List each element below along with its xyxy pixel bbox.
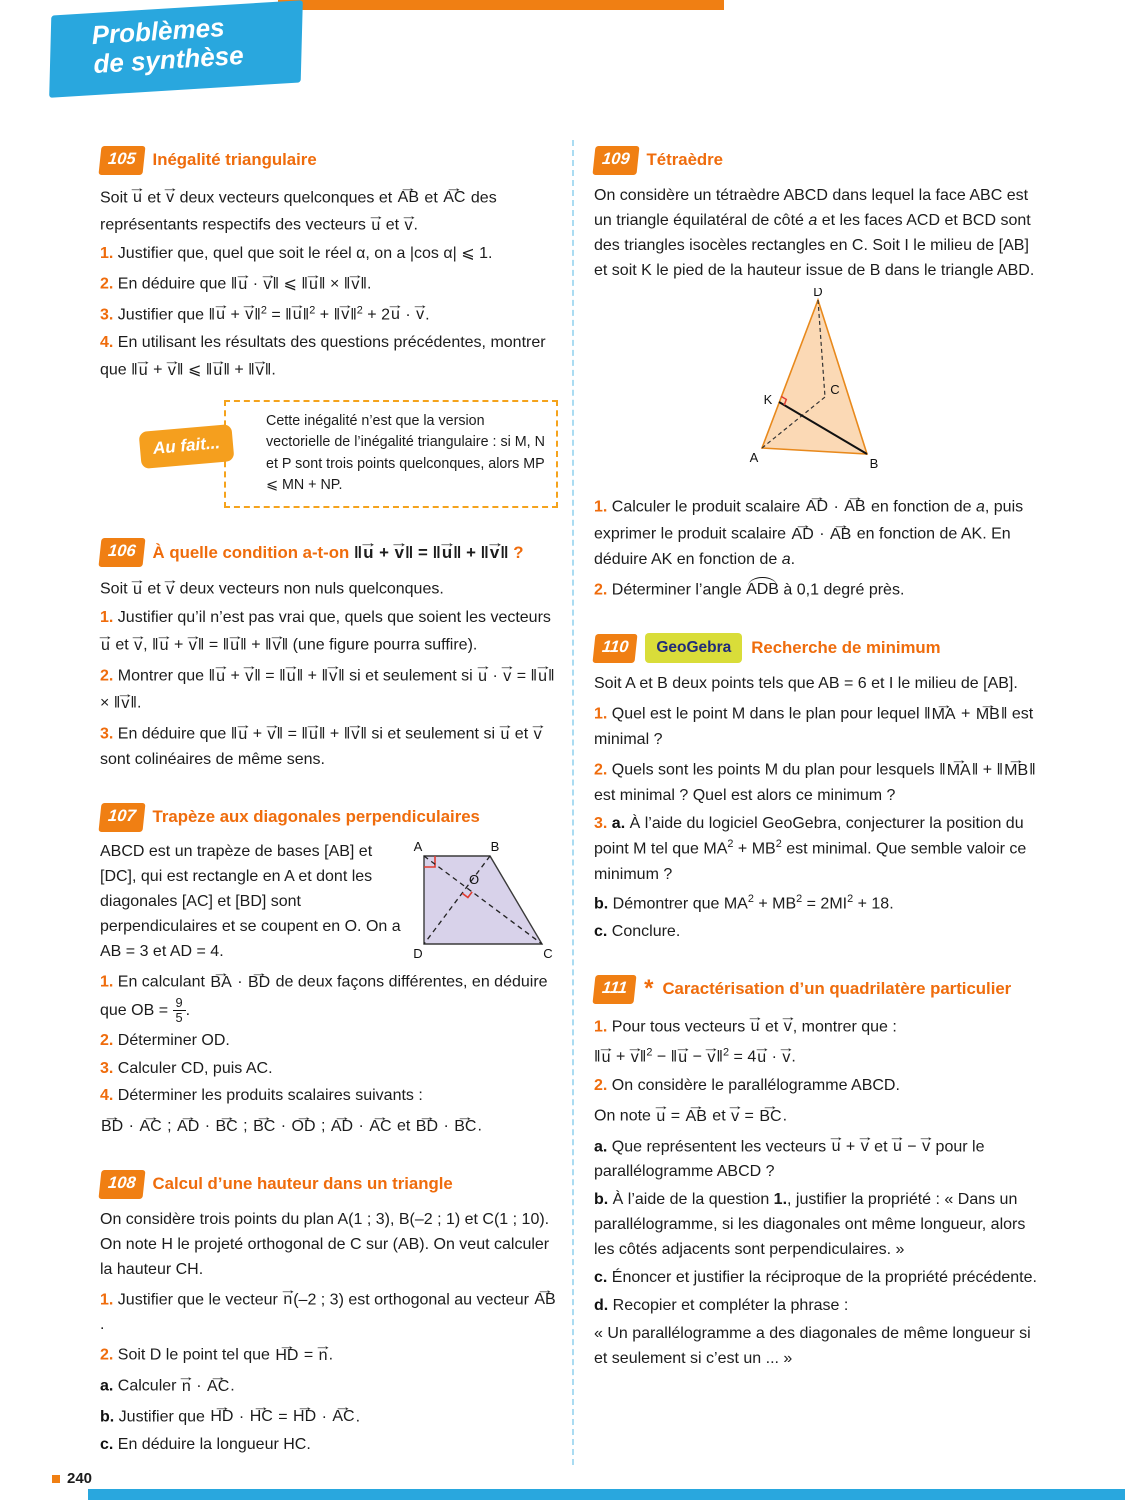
exercise-109-figure-wrap [732,288,1046,483]
exercise-number-badge: 111 [592,975,636,1004]
paragraph: ‖→ u + → v‖$^2$ − ‖→ u − → v‖$^2$ = 4→ u · → v. [594,1043,1046,1071]
exercise-105-header [100,146,558,175]
banner-line2: de synthèse [92,40,245,80]
paragraph: 2. Montrer que ‖→ u + → v‖ = ‖→ u‖ + ‖→ v‖ si et seulement si → u · → v = ‖→ u‖ × ‖→ v‖. [100,662,558,717]
exercise-106 [100,538,558,773]
chapter-banner [49,0,303,98]
paragraph: 1. Justifier que le vecteur → n(–2 ; 3) est orthogonal au vecteur → AB. [100,1286,558,1339]
label-A: A [413,840,423,855]
exercise-111 [594,975,1046,1372]
label-C: C [543,946,553,962]
paragraph: On considère trois points du plan A(1 ; 3), B(–2 ; 1) et C(1 ; 10). On note H le projeté orthogonal de C sur (AB). On veut calculer la hauteur CH. [100,1210,550,1278]
label-A: A [749,449,759,465]
label-C: C [830,381,840,397]
exercise-107-intro-row [100,840,558,968]
banner-line1: Problèmes [90,12,226,51]
figure-trapezoid [406,840,558,966]
paragraph: 2. Quels sont les points M du plan pour lesquels ‖→ MA‖ + ‖→ MB‖ est minimal ? Quel est alors ce minimum ? [594,756,1046,809]
exercise-108-header [100,1170,558,1199]
paragraph: b. À l’aide de la question 1., justifier la propriété : « Dans un parallélogramme, si les diagonales ont même longueur, alors les côtés adjacents sont perpendiculaires. » [594,1191,1026,1259]
page-number-text: 240 [67,1470,93,1487]
exercise-111-header [594,975,1046,1004]
paragraph: 2. Soit D le point tel que → HD = → n. [100,1341,558,1369]
page-number-square-icon [52,1475,60,1483]
exercise-107-header [100,803,558,832]
title-question-mark: ? [508,543,524,563]
exercise-110 [594,633,1046,945]
exercise-title: Recherche de minimum [751,638,941,658]
paragraph: → BD · → AC ; → AD · → BC ; → BC · → OD ; → AD · → AC et → BD · → BC. [100,1112,558,1140]
exercise-number-badge: 106 [98,538,145,567]
exercise-number-badge: 109 [592,146,639,175]
paragraph: 3. Calculer CD, puis AC. [100,1059,273,1077]
paragraph: On considère un tétraèdre ABCD dans lequel la face ABC est un triangle équilatéral de côté a et les faces ACD et BCD sont des triangles isocèles rectangles en C. Soit I le milieu de [AB] et soit K le pied de la hauteur issue de B dans le triangle ABD. [594,186,1035,279]
paragraph: 3. a. À l’aide du logiciel GeoGebra, conjecturer la position du point M tel que $MA^2 + MB^2$ est minimal. Que semble valoir ce minimum ? [594,814,1027,883]
exercise-title: Inégalité triangulaire [152,150,317,170]
exercise-title: Calcul d’une hauteur dans un triangle [152,1174,453,1194]
title-text: À quelle condition a-t-on [152,543,354,563]
paragraph: a. Que représentent les vecteurs → u + → v et → u − → v pour le parallélogramme ABCD ? [594,1133,1046,1186]
paragraph: 1. Justifier que, quel que soit le réel α, on a |cos α| ⩽ 1. [100,245,493,263]
paragraph: Soit → u et → v deux vecteurs non nuls quelconques. [100,575,558,603]
exercise-105 [100,146,558,508]
paragraph: 3. En déduire que ‖→ u + → v‖ = ‖→ u‖ + ‖→ v‖ si et seulement si → u et → v sont colinéaires de même sens. [100,720,558,773]
paragraph: Soit → u et → v deux vecteurs quelconques et → AB et → AC des représentants respectifs des vecteurs → u et → v. [100,184,558,239]
au-fait-note [152,400,558,508]
chapter-banner-text [48,0,304,81]
paragraph: 2. On considère le parallélogramme ABCD. [594,1077,900,1095]
paragraph: Soit A et B deux points tels que AB = 6 et I le milieu de [AB]. [594,675,1018,693]
exercise-106-header [100,538,558,567]
paragraph: d. Recopier et compléter la phrase : [594,1297,849,1315]
paragraph: 4. En utilisant les résultats des questions précédentes, montrer que ‖→ u + → v‖ ⩽ ‖→ u‖ + ‖→ v‖. [100,331,558,384]
paragraph: 1. Pour tous vecteurs → u et → v, montrer que : [594,1013,1046,1041]
paragraph: ABCD est un trapèze de bases [AB] et [DC], qui est rectangle en A et dont les diagonales [AC] et [BD] sont perpendiculaires et se coupent en O. On a AB = 3 et AD = 4. [100,843,401,961]
right-column [594,146,1046,1402]
exercise-109-header [594,146,1046,175]
paragraph: c. En déduire la longueur HC. [100,1436,311,1454]
paragraph: 1. Quel est le point M dans le plan pour lequel ‖→ MA + → MB‖ est minimal ? [594,700,1046,753]
label-O: O [468,872,480,888]
paragraph: 1. Calculer le produit scalaire → AD · → AB en fonction de a, puis exprimer le produit scalaire → AD · → AB en fonction de AK. En déduire AK en fonction de a. [594,493,1046,573]
paragraph: « Un parallélogramme a des diagonales de même longueur si et seulement si c’est un ... » [594,1325,1031,1367]
exercise-title: Trapèze aux diagonales perpendiculaires [152,807,480,827]
paragraph: b. Justifier que → HD · → HC = → HD · → AC. [100,1403,558,1431]
figure-tetrahedron [732,288,912,474]
paragraph: a. Calculer → n · → AC. [100,1372,558,1400]
exercise-title: Caractérisation d’un quadrilatère particulier [662,979,1012,999]
exercise-110-header [594,633,1046,663]
exercise-number-badge: 110 [592,634,637,663]
paragraph: b. Démontrer que $MA^2 + MB^2 = 2MI^2 + 18$. [594,892,894,913]
au-fait-text: Cette inégalité n’est que la version vectorielle de l’inégalité triangulaire : si M, N et P sont trois points quelconques, alors MP ⩽ MN + NP. [266,413,545,494]
au-fait-badge: Au fait... [139,424,235,468]
label-D: D [413,946,423,962]
paragraph: 2. Déterminer l’angle ADB à 0,1 degré près. [594,576,1046,603]
paragraph: 1. En calculant → BA · → BD de deux façons différentes, en déduire que OB = $\frac{9}{5}$ . [100,968,558,1025]
difficulty-star: * [644,975,654,1003]
exercise-title: Tétraèdre [646,150,724,170]
paragraph: c. Énoncer et justifier la réciproque de la propriété précédente. [594,1269,1037,1287]
geogebra-badge: GeoGebra [645,633,742,663]
label-B: B [490,840,500,855]
paragraph: 2. En déduire que ‖→ u · → v‖ ⩽ ‖→ u‖ × ‖→ v‖. [100,270,558,298]
exercise-number-badge: 107 [98,803,145,832]
exercise-108 [100,1170,558,1458]
left-column [100,146,558,1488]
page-number [52,1470,92,1487]
exercise-number-badge: 108 [98,1170,145,1199]
label-K: K [763,391,773,407]
title-math: ‖→ u + → v‖ = ‖→ u‖ + ‖→ v‖ [354,543,509,562]
paragraph: On note → u = → AB et → v = → BC. [594,1102,1046,1130]
paragraph: 2. Déterminer OD. [100,1031,230,1049]
paragraph: 3. Justifier que ‖→ u + → v‖$^2$ = ‖→ u‖$^2$ + ‖→ v‖$^2$ + 2→ u · → v. [100,301,558,329]
paragraph: 4. Déterminer les produits scalaires suivants : [100,1087,423,1105]
column-divider [572,140,574,1465]
tetrahedron-face [762,300,867,454]
bottom-blue-bar [88,1489,1125,1500]
top-orange-bar [278,0,724,10]
exercise-109 [594,146,1046,603]
label-B: B [869,455,879,471]
exercise-107 [100,803,558,1140]
paragraph: c. Conclure. [594,922,681,940]
paragraph: 1. Justifier qu’il n’est pas vrai que, quels que soient les vecteurs → u et → v, ‖→ u + → v‖ = ‖→ u‖ + ‖→ v‖ (une figure pourra suffire). [100,606,558,659]
exercise-title [153,538,524,566]
label-D: D [813,287,823,299]
exercise-number-badge: 105 [98,146,145,175]
